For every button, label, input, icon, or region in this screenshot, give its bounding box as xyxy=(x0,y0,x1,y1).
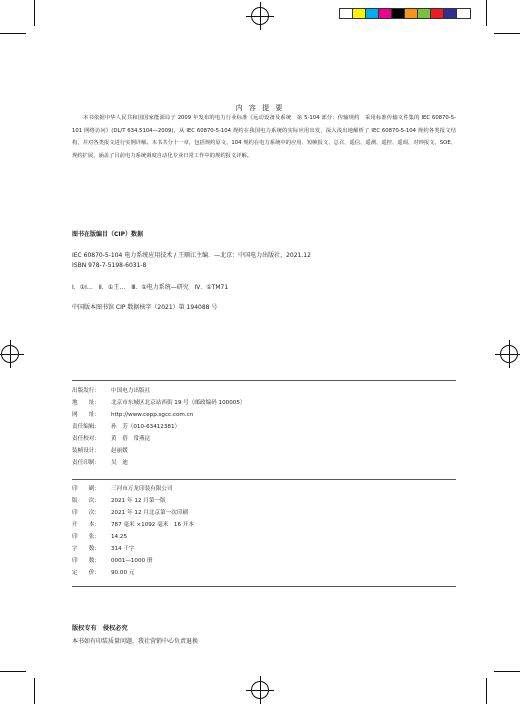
color-swatch xyxy=(444,9,457,18)
printing-manager-row: 责任印制： 吴 迪 xyxy=(72,460,128,466)
word-count-row: 字 数： 314 千字 xyxy=(72,546,135,552)
color-swatch xyxy=(418,9,431,18)
registration-mark-right xyxy=(500,345,518,363)
abstract-paragraph: 本书依据中华人民共和国国家能源局于 2009 年发布的电力行业标准《远动设备及系统 第 5-104 部分：传输规约 采用标准传输文件集的 IEC 60870-5-101 网络访问》(DL/T 634.5104—2009)，从 IEC 60870-5-104 规约在我国电力系统的实际应用出发，深入浅出地解析了 IEC 60870-5-104 规约各类报文结构，并对各类报文进行实例详解。本书共分十一章，包括规约原文、104 规约在电力系统中的应用、短帧报文、总召、遥信、遥测、遥控、遥调、对钟报文、SOE、规约扩展，涵盖了目前电力系统调度自动化专业日常工作中的规约报文详解。 xyxy=(72,115,456,159)
publisher-row: 出版发行： 中国电力出版社 xyxy=(72,388,151,394)
proofreader-row: 责任校对： 黄 蓓 常燕昆 xyxy=(72,436,151,442)
divider-bottom xyxy=(72,586,456,587)
impression-row: 印 次： 2021 年 12 月北京第一次印刷 xyxy=(72,510,189,516)
registration-mark-top xyxy=(251,7,269,25)
sheets-row: 印 张： 14.25 xyxy=(72,534,128,540)
return-policy-note: 本书如有印装质量问题，我社营销中心负责退换 xyxy=(72,638,199,645)
copyright-notice: 版权专有 侵权必究 xyxy=(72,625,128,632)
divider-middle xyxy=(72,479,456,480)
color-swatch xyxy=(379,9,392,18)
cip-line-2: ISBN 978-7-5198-6031-8 xyxy=(72,262,147,269)
color-swatch xyxy=(353,9,366,18)
printer-row: 印 刷： 三河市万龙印装有限公司 xyxy=(72,486,173,492)
color-swatch xyxy=(431,9,444,18)
price-row: 定 价： 90.00 元 xyxy=(72,570,135,576)
abstract-title: 内 容 提 要 xyxy=(235,104,285,112)
website-row: 网 址： http://www.cepp.sgcc.com.cn xyxy=(72,412,194,418)
registration-mark-left xyxy=(1,345,19,363)
print-run-row: 印 数： 0001—1000 册 xyxy=(72,558,153,564)
cip-line-1: IEC 60870-5-104 电力系统应用技术 / 王顺江主编．—北京：中国电力出版社，2021.12 xyxy=(72,252,311,259)
format-row: 开 本： 787 毫米 ×1092 毫米 16 开本 xyxy=(72,522,194,528)
cip-line-4: 中国版本图书馆 CIP 数据核字（2021）第 194088 号 xyxy=(72,304,218,311)
cip-line-3: Ⅰ．①Ⅰ… Ⅱ．①王… Ⅲ．①电力系统—研究 Ⅳ．①TM71 xyxy=(72,284,229,291)
edition-row: 版 次： 2021 年 12 月第一版 xyxy=(72,498,166,504)
color-swatch xyxy=(405,9,418,18)
editor-row: 责任编辑： 孙 芳（010-63412381） xyxy=(72,424,181,430)
color-swatch xyxy=(457,9,470,18)
color-swatch xyxy=(392,9,405,18)
color-swatch xyxy=(366,9,379,18)
designer-row: 装帧设计： 赵丽媛 xyxy=(72,448,128,454)
divider-top xyxy=(72,380,456,381)
cip-title: 图书在版编目（CIP）数据 xyxy=(72,231,144,238)
color-swatch xyxy=(340,9,353,18)
registration-mark-bottom xyxy=(251,681,269,699)
address-row: 地 址： 北京市东城区北京站西街 19 号（邮政编码 100005） xyxy=(72,400,246,406)
